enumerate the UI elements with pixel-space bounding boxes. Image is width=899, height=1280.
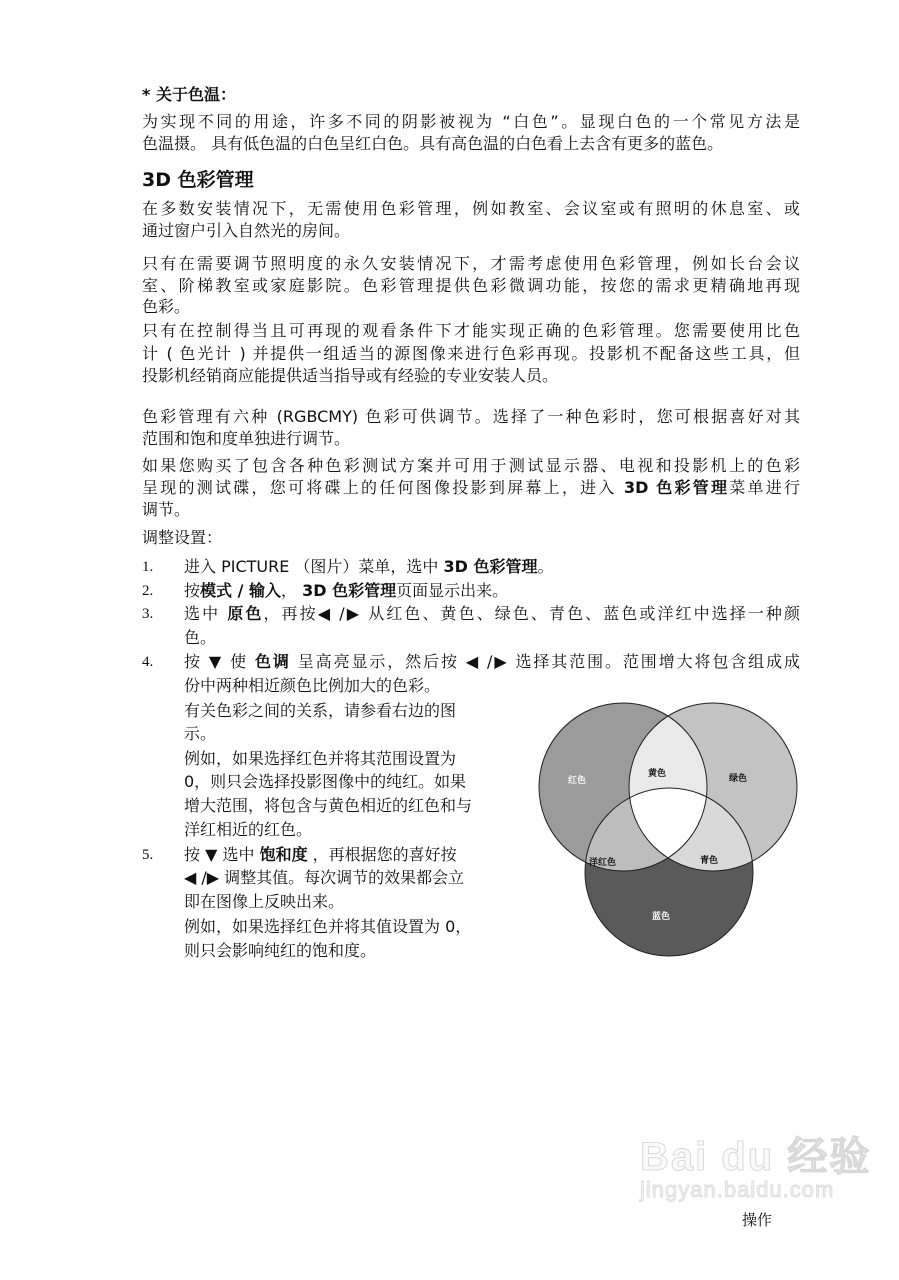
venn-label-cyan: 青色 [700,856,719,866]
text: 3D 色彩管理 [142,169,254,191]
text-line [184,891,344,913]
text: 示。 [184,724,217,743]
text: 按 ▼ 选中 [184,845,260,864]
text: 色温摄。 具有低色温的白色呈红白色。具有高色温的白色看上去含有更多的蓝色。 [142,134,724,153]
text-line [184,651,800,673]
text-line [142,527,222,549]
text: * 关于色温： [142,85,236,104]
text: 按 ▼ 使 [184,652,255,671]
venn-label-blue: 蓝色 [652,912,671,922]
text-line [184,940,376,962]
text: 增大范围，将包含与黄色相近的红色和与 [184,796,473,815]
watermark-site: jingyan.baidu.com [640,1177,835,1202]
text: 。 [537,557,554,576]
text: ，再根据您的喜好按 [307,845,457,864]
text-line [184,700,456,722]
text-line [142,406,800,428]
text: 色。 [184,628,217,647]
text: 只有在控制得当且可再现的观看条件下才能实现正确的色彩管理。您需要使用比色 [142,321,800,340]
text: 如果您购买了包含各种色彩测试方案并可用于测试显示器、电视和投影机上的色彩 [142,456,800,475]
text: 即在图像上反映出来。 [184,892,345,911]
text-line [142,253,800,275]
step-number: 4. [142,654,154,670]
text-line [142,477,800,499]
text: 只有在需要调节照明度的永久安装情况下，才需考虑使用色彩管理，例如长台会议 [142,254,800,273]
text-line [142,169,254,191]
venn-label-green: 绿色 [729,774,748,784]
text-line [142,320,800,342]
text-line [142,275,800,297]
text: 通过窗户引入自然光的房间。 [142,221,351,240]
text-line [142,343,800,365]
text: 范围和饱和度单独进行调节。 [142,429,351,448]
text: 为实现不同的用途，许多不同的阴影被视为 “白色”。显现白色的一个常见方法是 [142,112,800,131]
text-line [184,580,508,602]
step-number: 2. [142,583,154,599]
watermark-brand: Bai du 经验 [640,1135,872,1179]
text-line [184,556,554,578]
text: 菜单进行 [729,478,800,497]
bold-text: 3D 色彩管理 [443,557,538,576]
text-line [184,819,312,841]
text: 调节。 [142,500,191,519]
text-line [142,455,800,477]
text-line [142,198,800,220]
text-line [184,723,216,745]
color-venn-diagram [530,695,810,965]
text-line [184,627,216,649]
text: 按 [184,581,201,600]
text: 呈现的测试碟，您可将碟上的任何图像投影到屏幕上，进入 [142,478,624,497]
text-line [184,867,464,889]
text: 份中两种相近颜色比例加大的色彩。 [184,676,441,695]
step-number: 3. [142,606,154,622]
bold-text: 3D 色彩管理 [302,581,397,600]
step-number: 1. [142,559,154,575]
text: 进入 PICTURE （图片）菜单，选中 [184,557,444,576]
text: 例如，如果选择红色并将其值设置为 0， [184,917,472,936]
text: 计 ( 色光计 ) 并提供一组适当的源图像来进行色彩再现。投影机不配备这些工具，但 [142,344,800,363]
bold-text: 原色 [227,604,264,623]
footer-section-label: 操作 [742,1211,773,1229]
text: 例如，如果选择红色并将其范围设置为 [184,749,457,768]
text: 呈高亮显示，然后按 ◀ /▶ 选择其范围。范围增大将包含组成成 [290,652,800,671]
bold-text: 色调 [254,652,291,671]
text: ，再按◀ /▶ 从红色、黄色、绿色、青色、蓝色或洋红中选择一种颜 [263,604,800,623]
text: 调整设置： [142,528,223,547]
text: ， [281,581,303,600]
text: 投影机经销商应能提供适当指导或有经验的专业安装人员。 [142,366,559,385]
text-line [142,428,350,450]
text-line [184,916,471,938]
step-number: 5. [142,847,154,863]
text-line [184,675,440,697]
text: 在多数安装情况下，无需使用色彩管理，例如教室、会议室或有照明的休息室、或 [142,199,800,218]
text: 0，则只会选择投影图像中的纯红。如果 [184,772,467,791]
venn-label-yellow: 黄色 [648,769,667,779]
bold-text: 3D 色彩管理 [623,478,730,497]
text-line [142,84,236,106]
text-line [184,844,457,866]
text: 选中 [184,604,228,623]
text-line [184,795,472,817]
bold-text: 饱和度 [259,845,308,864]
text-line [184,748,456,770]
text: 色彩。 [142,297,191,316]
venn-label-red: 红色 [568,776,587,786]
text: 页面显示出来。 [396,581,509,600]
text: ◀ /▶ 调整其值。每次调节的效果都会立 [184,868,465,887]
text-line [142,499,190,521]
baidu-watermark [640,1136,871,1202]
text: 室、阶梯教室或家庭影院。色彩管理提供色彩微调功能，按您的需求更精确地再现 [142,276,800,295]
text: 色彩管理有六种 (RGBCMY) 色彩可供调节。选择了一种色彩时，您可根据喜好对其 [142,407,800,426]
text-line [142,296,190,318]
bold-text: 模式 / 输入 [200,581,282,600]
text: 洋红相近的红色。 [184,820,313,839]
text-line [142,365,558,387]
text-line [184,603,800,625]
text-line [142,133,723,155]
venn-label-magenta: 洋红色 [589,858,617,868]
text: 有关色彩之间的关系，请参看右边的图 [184,701,457,720]
text-line [184,771,466,793]
text-line [142,111,800,133]
text: 则只会影响纯红的饱和度。 [184,941,377,960]
text-line [142,220,350,242]
